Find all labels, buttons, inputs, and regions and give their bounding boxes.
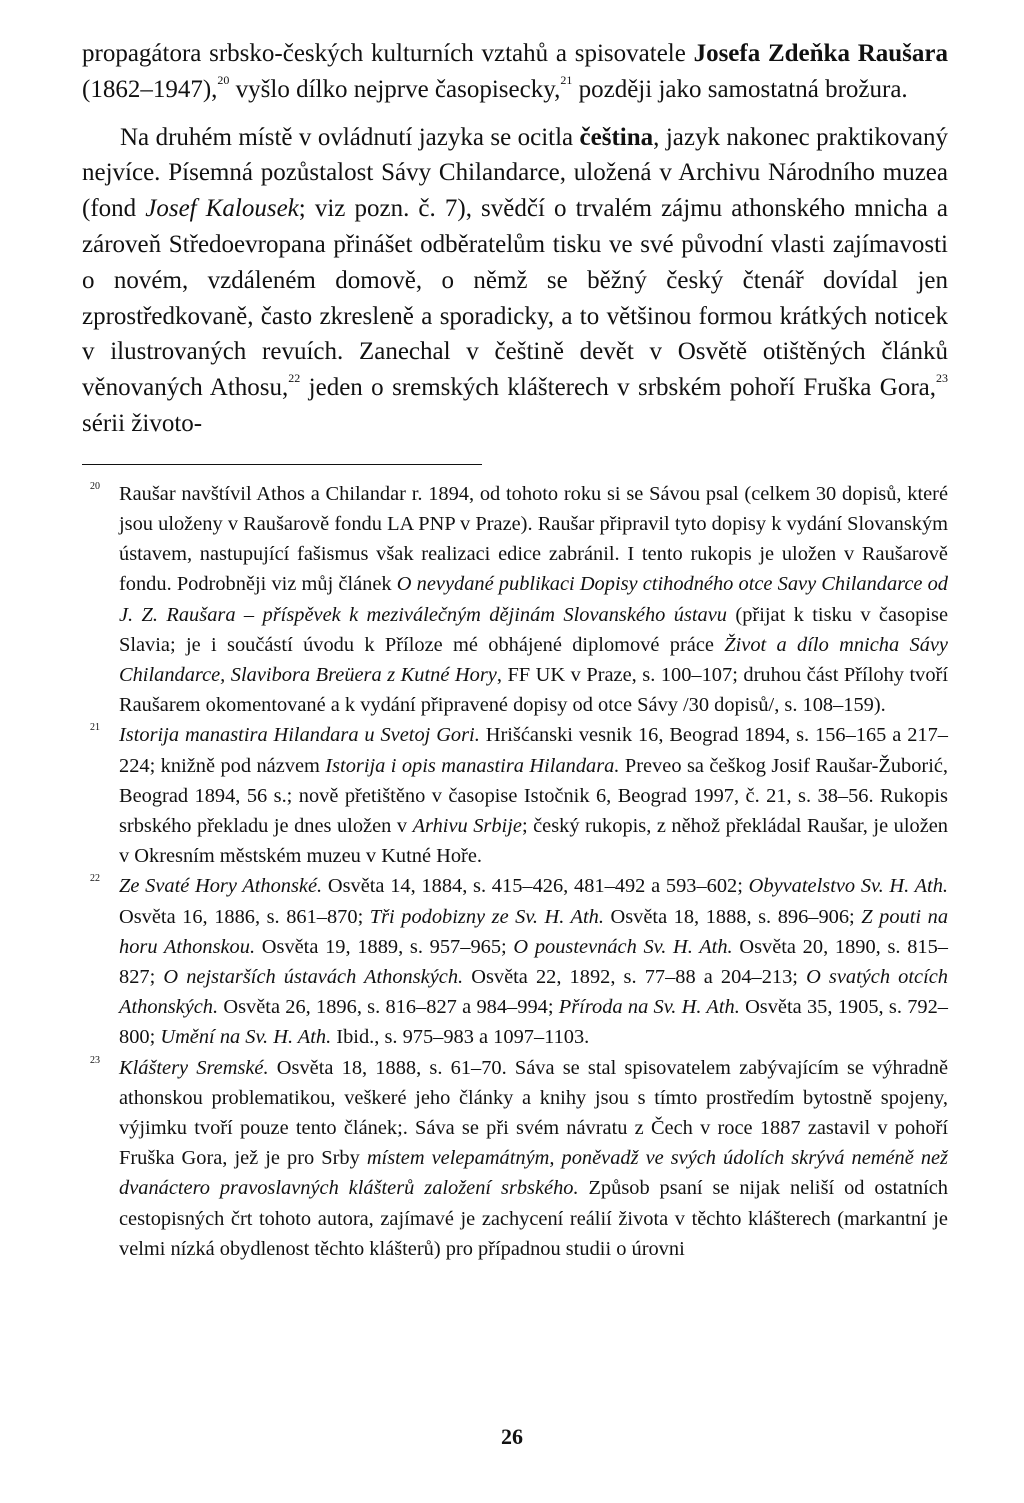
text-span: (1862–1947), <box>82 75 218 103</box>
cited-title: Arhivu Srbije <box>412 815 522 837</box>
text-span: Osvěta 20, 1890, s. 815–827; <box>119 935 949 989</box>
page-body <box>82 36 948 1264</box>
text-span: Osvěta 26, 1896, s. 816–827 a 984–994; <box>218 996 559 1019</box>
text-span: ; viz pozn. č. 7), svědčí o trvalém zájmu athonského mnicha a zároveň Středoevropana přinášet odběratelům tisku ve své původní vlasti zajímavosti o novém, vzdáleném domově, o němž se běžný český čtenář dovídal jen zprostředkovaně, často zkresleně a sporadicky, a to většinou formou krátkých noticek v ilustrovaných revuích. Zanechal v češtině devět v Osvětě otištěných článků věnovaných Athosu, <box>82 195 949 402</box>
text-span: ; český rukopis, z něhož překládal Raušar, je uložen v Okresním městském muzeu v Kutné Hoře. <box>119 815 948 868</box>
text-span: sérii životo- <box>82 409 203 437</box>
bold-term: čeština <box>579 123 654 151</box>
cited-title: Kláštery Sremské. <box>119 1056 269 1079</box>
body-paragraph-1 <box>82 36 948 108</box>
footnote-marker: 21 <box>90 722 100 734</box>
cited-title: Istorija manastira Hilandara u Svetoj Gori. <box>119 724 480 747</box>
cited-title: Umění na Sv. H. Ath. <box>160 1026 332 1049</box>
body-paragraph-2 <box>82 120 948 442</box>
text-span: Způsob psaní se nijak neliší od ostatních cestopisných črt tohoto autora, zajímavé je zachycení reálií života v těchto klášterech (markantní je velmi nízká obydlenost těchto klášterů) pro případnou studii o úrovni <box>119 1177 948 1260</box>
text-span: , FF UK v Praze, s. 100–107; druhou část Přílohy tvoří Raušarem okomentované a k vydání připravené dopisy od otce Sávy /30 dopisů/, s. 108–159). <box>119 663 948 717</box>
text-span: Osvěta 35, 1905, s. 792–800; <box>119 996 948 1049</box>
text-span: později jako samostatná brožura. <box>572 75 908 103</box>
cited-title: Příroda na Sv. H. Ath. <box>558 996 740 1019</box>
cited-title: Ze Svaté Hory Athonské. <box>119 875 323 898</box>
footnote-21 <box>82 720 948 871</box>
footnote-20 <box>82 479 948 721</box>
footnote-ref[interactable]: 23 <box>936 371 948 386</box>
text-span: Raušar navštívil Athos a Chilandar r. 1894, od tohoto roku si se Sávou psal (celkem 30 dopisů, které jsou uloženy v Raušarově fondu LA PNP v Praze). Raušar připravil tyto dopisy k vydání Slovanským ústavem, nastupující fašismus však realizaci edice zabránil. I tento rukopis je uložen v Raušarově fondu. Podrobněji viz můj článek <box>119 482 948 596</box>
footnote-ref[interactable]: 20 <box>217 72 230 87</box>
cited-title: Život a dílo mnicha Sávy Chilandarce, Slavibora Breüera z Kutné Hory <box>119 633 948 686</box>
cited-title: Tři podobizny ze Sv. H. Ath. <box>369 905 604 928</box>
text-span: (přijat k tisku v časopise Slavia; je i součástí úvodu k Příloze mé obhájené diplomové práce <box>119 603 949 656</box>
footnote-23 <box>82 1053 948 1264</box>
footnote-marker: 20 <box>90 480 100 492</box>
text-span: jeden o sremských klášterech v srbském pohoří Fruška Gora, <box>300 374 936 402</box>
text-span: Osvěta 18, 1888, s. 61–70. Sáva se stal spisovatelem zabývajícím se výhradně athonskou problematikou, veškeré jeho články a knihy jsou s tímto prostředím bytostně spojeny, výjimku tvoří pouze tento článek;. Sáva se při svém návratu z Čech v roce 1887 zastavil v pohoří Fruška Gora, jež je pro Srby <box>119 1056 948 1170</box>
text-span: Na druhém místě v ovládnutí jazyka se ocitla <box>120 123 580 151</box>
footnote-marker: 23 <box>90 1054 100 1066</box>
footnote-22 <box>82 871 948 1052</box>
fond-name: Josef Kalousek <box>145 195 299 223</box>
cited-title: Istorija i opis manastira Hilandara. <box>325 754 620 777</box>
cited-title: O nejstarších ústavách Athonských. <box>163 966 464 989</box>
cited-title: Obyvatelstvo Sv. H. Ath. <box>748 875 948 898</box>
text-span: Osvěta 18, 1888, s. 896–906; <box>603 905 862 928</box>
text-span: vyšlo dílko nejprve časopisecky, <box>229 75 561 103</box>
cited-title: O svatých otcích Athonských. <box>119 966 948 1019</box>
text-span: Preveo sa češkog Josif Raušar-Žuborić, Beograd 1894, 56 s.; nově přetištěno v časopise Istočnik 6, Beograd 1997, č. 21, s. 38–56. Rukopis srbského překladu je dnes uložen v <box>119 754 949 837</box>
text-span: Ibid., s. 975–983 a 1097–1103. <box>331 1026 590 1049</box>
author-name: Josefa Zdeňka Raušara <box>693 40 948 67</box>
footnote-ref[interactable]: 21 <box>560 72 573 87</box>
footnote-marker: 22 <box>90 873 100 885</box>
text-span: Osvěta 14, 1884, s. 415–426, 481–492 a 593–602; <box>322 875 749 898</box>
cited-title: O nevydané publikaci Dopisy ctihodného otce Savy Chilandarce od J. Z. Raušara – příspěvek k meziválečným dějinám Slovanského ústavu <box>119 573 948 626</box>
text-span: propagátora srbsko-českých kulturních vztahů a spisovatele <box>82 40 694 67</box>
quoted-phrase: místem velepamátným, poněvadž ve svých údolích skrývá neméně než dvanáctero pravoslavných klášterů založení srbského. <box>119 1147 948 1200</box>
text-span: Osvěta 16, 1886, s. 861–870; <box>119 905 370 928</box>
cited-title: O poustevnách Sv. H. Ath. <box>513 935 733 958</box>
text-span: Osvěta 19, 1889, s. 957–965; <box>255 935 514 958</box>
footnote-separator <box>82 464 482 465</box>
text-span: , jazyk nakonec praktikovaný nejvíce. Písemná pozůstalost Sávy Chilandarce, uložená v Archivu Národního muzea (fond <box>82 123 948 223</box>
footnote-ref[interactable]: 22 <box>288 371 301 386</box>
page-number: 26 <box>501 1424 523 1449</box>
text-span: Hrišćanski vesnik 16, Beograd 1894, s. 156–165 a 217–224; knižně pod názvem <box>119 724 948 777</box>
text-span: Osvěta 22, 1892, s. 77–88 a 204–213; <box>463 966 807 989</box>
cited-title: Z pouti na horu Athonskou. <box>119 905 949 958</box>
